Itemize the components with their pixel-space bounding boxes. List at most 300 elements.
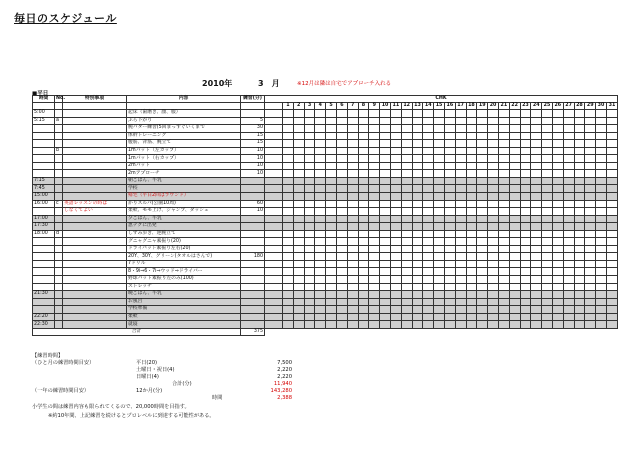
check-cell[interactable] xyxy=(596,200,607,208)
check-cell[interactable] xyxy=(434,140,445,148)
check-cell[interactable] xyxy=(369,321,380,329)
check-cell[interactable] xyxy=(293,140,304,148)
check-cell[interactable] xyxy=(412,253,423,261)
check-cell[interactable] xyxy=(369,291,380,299)
check-cell[interactable] xyxy=(401,117,412,125)
check-cell[interactable] xyxy=(563,117,574,125)
check-cell[interactable] xyxy=(455,208,466,216)
check-cell[interactable] xyxy=(423,298,434,306)
check-cell[interactable] xyxy=(552,177,563,185)
check-cell[interactable] xyxy=(606,170,617,178)
check-cell[interactable] xyxy=(434,238,445,246)
check-cell[interactable] xyxy=(380,313,391,321)
check-cell[interactable] xyxy=(358,162,369,170)
check-cell[interactable] xyxy=(606,110,617,118)
check-cell[interactable] xyxy=(336,230,347,238)
check-cell[interactable] xyxy=(423,185,434,193)
check-cell[interactable] xyxy=(358,193,369,201)
check-cell[interactable] xyxy=(574,253,585,261)
check-cell[interactable] xyxy=(509,291,520,299)
check-cell[interactable] xyxy=(369,170,380,178)
check-cell[interactable] xyxy=(304,276,315,284)
check-cell[interactable] xyxy=(293,132,304,140)
check-cell[interactable] xyxy=(585,170,596,178)
check-cell[interactable] xyxy=(358,208,369,216)
check-cell[interactable] xyxy=(552,162,563,170)
check-cell[interactable] xyxy=(336,193,347,201)
check-cell[interactable] xyxy=(520,155,531,163)
check-cell[interactable] xyxy=(606,260,617,268)
check-cell[interactable] xyxy=(369,245,380,253)
check-cell[interactable] xyxy=(585,162,596,170)
check-cell[interactable] xyxy=(531,125,542,133)
check-cell[interactable] xyxy=(531,140,542,148)
check-cell[interactable] xyxy=(509,125,520,133)
check-cell[interactable] xyxy=(455,276,466,284)
check-cell[interactable] xyxy=(596,268,607,276)
check-cell[interactable] xyxy=(293,276,304,284)
check-cell[interactable] xyxy=(520,193,531,201)
check-cell[interactable] xyxy=(498,245,509,253)
check-cell[interactable] xyxy=(336,208,347,216)
check-cell[interactable] xyxy=(596,110,607,118)
check-cell[interactable] xyxy=(283,132,294,140)
check-cell[interactable] xyxy=(434,276,445,284)
check-cell[interactable] xyxy=(283,170,294,178)
check-cell[interactable] xyxy=(369,147,380,155)
check-cell[interactable] xyxy=(423,140,434,148)
check-cell[interactable] xyxy=(401,200,412,208)
check-cell[interactable] xyxy=(596,223,607,231)
check-cell[interactable] xyxy=(315,140,326,148)
check-cell[interactable] xyxy=(434,208,445,216)
check-cell[interactable] xyxy=(412,110,423,118)
check-cell[interactable] xyxy=(369,260,380,268)
check-cell[interactable] xyxy=(563,170,574,178)
check-cell[interactable] xyxy=(466,260,477,268)
check-cell[interactable] xyxy=(574,132,585,140)
check-cell[interactable] xyxy=(423,193,434,201)
check-cell[interactable] xyxy=(293,162,304,170)
check-cell[interactable] xyxy=(380,253,391,261)
check-cell[interactable] xyxy=(585,185,596,193)
check-cell[interactable] xyxy=(347,291,358,299)
check-cell[interactable] xyxy=(477,276,488,284)
check-cell[interactable] xyxy=(585,245,596,253)
check-cell[interactable] xyxy=(606,276,617,284)
check-cell[interactable] xyxy=(283,223,294,231)
check-cell[interactable] xyxy=(326,185,337,193)
check-cell[interactable] xyxy=(304,132,315,140)
check-cell[interactable] xyxy=(326,132,337,140)
check-cell[interactable] xyxy=(455,223,466,231)
check-cell[interactable] xyxy=(552,110,563,118)
check-cell[interactable] xyxy=(466,177,477,185)
check-cell[interactable] xyxy=(596,155,607,163)
check-cell[interactable] xyxy=(434,321,445,329)
check-cell[interactable] xyxy=(509,298,520,306)
check-cell[interactable] xyxy=(315,268,326,276)
check-cell[interactable] xyxy=(347,155,358,163)
check-cell[interactable] xyxy=(347,200,358,208)
check-cell[interactable] xyxy=(434,306,445,314)
check-cell[interactable] xyxy=(520,313,531,321)
check-cell[interactable] xyxy=(412,215,423,223)
check-cell[interactable] xyxy=(390,177,401,185)
check-cell[interactable] xyxy=(336,147,347,155)
check-cell[interactable] xyxy=(498,291,509,299)
check-cell[interactable] xyxy=(283,276,294,284)
check-cell[interactable] xyxy=(531,147,542,155)
check-cell[interactable] xyxy=(369,208,380,216)
check-cell[interactable] xyxy=(477,162,488,170)
check-cell[interactable] xyxy=(304,230,315,238)
check-cell[interactable] xyxy=(574,215,585,223)
check-cell[interactable] xyxy=(520,260,531,268)
check-cell[interactable] xyxy=(542,238,553,246)
check-cell[interactable] xyxy=(412,313,423,321)
check-cell[interactable] xyxy=(347,306,358,314)
check-cell[interactable] xyxy=(531,245,542,253)
check-cell[interactable] xyxy=(509,140,520,148)
check-cell[interactable] xyxy=(380,155,391,163)
check-cell[interactable] xyxy=(412,283,423,291)
check-cell[interactable] xyxy=(574,125,585,133)
check-cell[interactable] xyxy=(477,215,488,223)
check-cell[interactable] xyxy=(606,185,617,193)
check-cell[interactable] xyxy=(552,313,563,321)
check-cell[interactable] xyxy=(477,253,488,261)
check-cell[interactable] xyxy=(336,155,347,163)
check-cell[interactable] xyxy=(509,170,520,178)
check-cell[interactable] xyxy=(380,260,391,268)
check-cell[interactable] xyxy=(488,298,499,306)
check-cell[interactable] xyxy=(585,321,596,329)
check-cell[interactable] xyxy=(520,253,531,261)
check-cell[interactable] xyxy=(401,245,412,253)
check-cell[interactable] xyxy=(563,223,574,231)
check-cell[interactable] xyxy=(369,253,380,261)
check-cell[interactable] xyxy=(369,268,380,276)
check-cell[interactable] xyxy=(596,177,607,185)
check-cell[interactable] xyxy=(563,313,574,321)
check-cell[interactable] xyxy=(552,170,563,178)
check-cell[interactable] xyxy=(596,313,607,321)
check-cell[interactable] xyxy=(283,215,294,223)
check-cell[interactable] xyxy=(552,147,563,155)
check-cell[interactable] xyxy=(563,193,574,201)
check-cell[interactable] xyxy=(574,238,585,246)
check-cell[interactable] xyxy=(509,230,520,238)
check-cell[interactable] xyxy=(574,291,585,299)
check-cell[interactable] xyxy=(347,223,358,231)
check-cell[interactable] xyxy=(390,306,401,314)
check-cell[interactable] xyxy=(498,321,509,329)
check-cell[interactable] xyxy=(412,268,423,276)
check-cell[interactable] xyxy=(293,125,304,133)
check-cell[interactable] xyxy=(293,291,304,299)
check-cell[interactable] xyxy=(390,125,401,133)
check-cell[interactable] xyxy=(509,132,520,140)
check-cell[interactable] xyxy=(315,253,326,261)
check-cell[interactable] xyxy=(596,125,607,133)
check-cell[interactable] xyxy=(326,140,337,148)
check-cell[interactable] xyxy=(606,193,617,201)
check-cell[interactable] xyxy=(336,306,347,314)
check-cell[interactable] xyxy=(520,125,531,133)
check-cell[interactable] xyxy=(315,306,326,314)
check-cell[interactable] xyxy=(606,125,617,133)
check-cell[interactable] xyxy=(455,193,466,201)
check-cell[interactable] xyxy=(380,245,391,253)
check-cell[interactable] xyxy=(358,268,369,276)
check-cell[interactable] xyxy=(304,245,315,253)
check-cell[interactable] xyxy=(283,125,294,133)
check-cell[interactable] xyxy=(606,238,617,246)
check-cell[interactable] xyxy=(455,298,466,306)
check-cell[interactable] xyxy=(304,260,315,268)
check-cell[interactable] xyxy=(455,185,466,193)
check-cell[interactable] xyxy=(293,298,304,306)
check-cell[interactable] xyxy=(509,223,520,231)
check-cell[interactable] xyxy=(347,268,358,276)
check-cell[interactable] xyxy=(434,155,445,163)
check-cell[interactable] xyxy=(509,283,520,291)
check-cell[interactable] xyxy=(552,230,563,238)
check-cell[interactable] xyxy=(596,215,607,223)
check-cell[interactable] xyxy=(488,245,499,253)
check-cell[interactable] xyxy=(434,291,445,299)
check-cell[interactable] xyxy=(423,132,434,140)
check-cell[interactable] xyxy=(498,253,509,261)
check-cell[interactable] xyxy=(380,125,391,133)
check-cell[interactable] xyxy=(552,298,563,306)
check-cell[interactable] xyxy=(455,155,466,163)
check-cell[interactable] xyxy=(574,268,585,276)
check-cell[interactable] xyxy=(423,313,434,321)
check-cell[interactable] xyxy=(477,245,488,253)
check-cell[interactable] xyxy=(380,230,391,238)
check-cell[interactable] xyxy=(531,238,542,246)
check-cell[interactable] xyxy=(412,147,423,155)
check-cell[interactable] xyxy=(401,238,412,246)
check-cell[interactable] xyxy=(520,140,531,148)
check-cell[interactable] xyxy=(477,117,488,125)
check-cell[interactable] xyxy=(498,208,509,216)
check-cell[interactable] xyxy=(347,321,358,329)
check-cell[interactable] xyxy=(326,238,337,246)
check-cell[interactable] xyxy=(488,291,499,299)
check-cell[interactable] xyxy=(520,276,531,284)
check-cell[interactable] xyxy=(488,208,499,216)
check-cell[interactable] xyxy=(380,193,391,201)
check-cell[interactable] xyxy=(542,155,553,163)
check-cell[interactable] xyxy=(304,253,315,261)
check-cell[interactable] xyxy=(585,260,596,268)
check-cell[interactable] xyxy=(444,193,455,201)
check-cell[interactable] xyxy=(347,276,358,284)
check-cell[interactable] xyxy=(444,147,455,155)
check-cell[interactable] xyxy=(596,147,607,155)
check-cell[interactable] xyxy=(520,162,531,170)
check-cell[interactable] xyxy=(315,155,326,163)
check-cell[interactable] xyxy=(477,177,488,185)
check-cell[interactable] xyxy=(336,245,347,253)
check-cell[interactable] xyxy=(401,132,412,140)
check-cell[interactable] xyxy=(563,132,574,140)
check-cell[interactable] xyxy=(596,306,607,314)
check-cell[interactable] xyxy=(596,283,607,291)
check-cell[interactable] xyxy=(531,200,542,208)
check-cell[interactable] xyxy=(520,215,531,223)
check-cell[interactable] xyxy=(347,245,358,253)
check-cell[interactable] xyxy=(596,193,607,201)
check-cell[interactable] xyxy=(315,298,326,306)
check-cell[interactable] xyxy=(326,245,337,253)
check-cell[interactable] xyxy=(315,170,326,178)
check-cell[interactable] xyxy=(412,193,423,201)
check-cell[interactable] xyxy=(358,291,369,299)
check-cell[interactable] xyxy=(326,208,337,216)
check-cell[interactable] xyxy=(293,215,304,223)
check-cell[interactable] xyxy=(315,276,326,284)
check-cell[interactable] xyxy=(574,185,585,193)
check-cell[interactable] xyxy=(520,117,531,125)
check-cell[interactable] xyxy=(401,268,412,276)
check-cell[interactable] xyxy=(585,238,596,246)
check-cell[interactable] xyxy=(596,238,607,246)
check-cell[interactable] xyxy=(293,283,304,291)
check-cell[interactable] xyxy=(347,208,358,216)
check-cell[interactable] xyxy=(585,125,596,133)
check-cell[interactable] xyxy=(390,193,401,201)
check-cell[interactable] xyxy=(466,140,477,148)
check-cell[interactable] xyxy=(509,155,520,163)
check-cell[interactable] xyxy=(498,268,509,276)
check-cell[interactable] xyxy=(477,321,488,329)
check-cell[interactable] xyxy=(293,230,304,238)
check-cell[interactable] xyxy=(326,291,337,299)
check-cell[interactable] xyxy=(466,321,477,329)
check-cell[interactable] xyxy=(347,215,358,223)
check-cell[interactable] xyxy=(380,140,391,148)
check-cell[interactable] xyxy=(423,200,434,208)
check-cell[interactable] xyxy=(498,306,509,314)
check-cell[interactable] xyxy=(498,155,509,163)
check-cell[interactable] xyxy=(552,117,563,125)
check-cell[interactable] xyxy=(542,306,553,314)
check-cell[interactable] xyxy=(542,170,553,178)
check-cell[interactable] xyxy=(520,245,531,253)
check-cell[interactable] xyxy=(293,155,304,163)
check-cell[interactable] xyxy=(509,313,520,321)
check-cell[interactable] xyxy=(304,140,315,148)
check-cell[interactable] xyxy=(606,140,617,148)
check-cell[interactable] xyxy=(477,132,488,140)
check-cell[interactable] xyxy=(336,260,347,268)
check-cell[interactable] xyxy=(509,260,520,268)
check-cell[interactable] xyxy=(477,193,488,201)
check-cell[interactable] xyxy=(520,283,531,291)
check-cell[interactable] xyxy=(466,132,477,140)
check-cell[interactable] xyxy=(531,230,542,238)
check-cell[interactable] xyxy=(390,215,401,223)
check-cell[interactable] xyxy=(369,155,380,163)
check-cell[interactable] xyxy=(509,245,520,253)
check-cell[interactable] xyxy=(326,321,337,329)
check-cell[interactable] xyxy=(401,283,412,291)
check-cell[interactable] xyxy=(401,306,412,314)
check-cell[interactable] xyxy=(498,162,509,170)
check-cell[interactable] xyxy=(358,230,369,238)
check-cell[interactable] xyxy=(369,162,380,170)
check-cell[interactable] xyxy=(477,185,488,193)
check-cell[interactable] xyxy=(488,238,499,246)
check-cell[interactable] xyxy=(606,155,617,163)
check-cell[interactable] xyxy=(488,117,499,125)
check-cell[interactable] xyxy=(380,321,391,329)
check-cell[interactable] xyxy=(596,260,607,268)
check-cell[interactable] xyxy=(455,306,466,314)
check-cell[interactable] xyxy=(434,185,445,193)
check-cell[interactable] xyxy=(477,230,488,238)
check-cell[interactable] xyxy=(434,147,445,155)
check-cell[interactable] xyxy=(596,132,607,140)
check-cell[interactable] xyxy=(283,155,294,163)
check-cell[interactable] xyxy=(488,162,499,170)
check-cell[interactable] xyxy=(444,245,455,253)
check-cell[interactable] xyxy=(304,306,315,314)
check-cell[interactable] xyxy=(293,117,304,125)
check-cell[interactable] xyxy=(434,170,445,178)
check-cell[interactable] xyxy=(315,177,326,185)
check-cell[interactable] xyxy=(423,110,434,118)
check-cell[interactable] xyxy=(336,117,347,125)
check-cell[interactable] xyxy=(390,110,401,118)
check-cell[interactable] xyxy=(401,125,412,133)
check-cell[interactable] xyxy=(563,283,574,291)
check-cell[interactable] xyxy=(542,268,553,276)
check-cell[interactable] xyxy=(552,306,563,314)
check-cell[interactable] xyxy=(477,208,488,216)
check-cell[interactable] xyxy=(606,313,617,321)
check-cell[interactable] xyxy=(444,170,455,178)
check-cell[interactable] xyxy=(520,208,531,216)
check-cell[interactable] xyxy=(542,230,553,238)
check-cell[interactable] xyxy=(488,200,499,208)
check-cell[interactable] xyxy=(498,117,509,125)
check-cell[interactable] xyxy=(315,110,326,118)
check-cell[interactable] xyxy=(606,132,617,140)
check-cell[interactable] xyxy=(563,253,574,261)
check-cell[interactable] xyxy=(509,185,520,193)
check-cell[interactable] xyxy=(542,117,553,125)
check-cell[interactable] xyxy=(574,110,585,118)
check-cell[interactable] xyxy=(444,253,455,261)
check-cell[interactable] xyxy=(466,147,477,155)
check-cell[interactable] xyxy=(455,147,466,155)
check-cell[interactable] xyxy=(423,238,434,246)
check-cell[interactable] xyxy=(574,155,585,163)
check-cell[interactable] xyxy=(444,117,455,125)
check-cell[interactable] xyxy=(520,132,531,140)
check-cell[interactable] xyxy=(585,283,596,291)
check-cell[interactable] xyxy=(477,268,488,276)
check-cell[interactable] xyxy=(434,117,445,125)
check-cell[interactable] xyxy=(326,155,337,163)
check-cell[interactable] xyxy=(542,298,553,306)
check-cell[interactable] xyxy=(283,283,294,291)
